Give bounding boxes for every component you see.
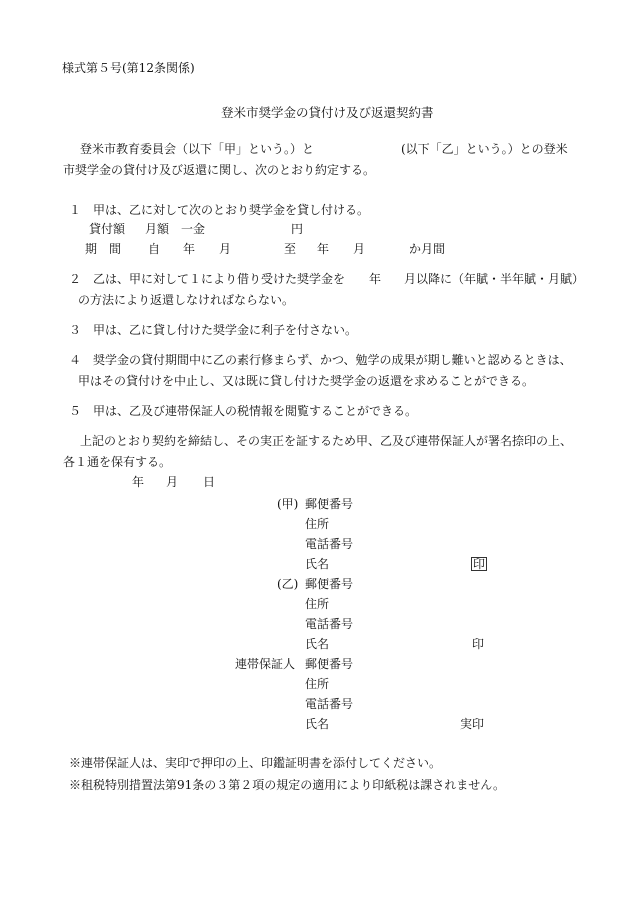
form-number: 様式第５号(第12条関係) — [62, 61, 195, 75]
clause2-line1-a: ２ 乙は、甲に対して１により借り受けた奨学金を — [69, 272, 346, 286]
party-kou-address: 住所 — [305, 517, 330, 531]
clause1-month1: 月 — [219, 242, 232, 256]
document-title: 登米市奨学金の貸付け及び返還契約書 — [221, 105, 434, 120]
guarantor-name: 氏名 — [305, 717, 330, 731]
clause1-year2: 年 — [317, 242, 330, 256]
note-seal-certificate: ※連帯保証人は、実印で押印の上、印鑑証明書を添付してください。 — [69, 756, 442, 770]
clause3-text: ３ 甲は、乙に貸し付けた奨学金に利子を付さない。 — [69, 323, 358, 337]
party-otsu-seal: 印 — [472, 637, 485, 651]
clause5-text: ５ 甲は、乙及び連帯保証人の税情報を閲覧することができる。 — [69, 404, 418, 418]
party-otsu-postal: 郵便番号 — [305, 577, 354, 591]
closing-line2: 各１通を保有する。 — [63, 455, 172, 469]
party-otsu-label: (乙) — [277, 577, 299, 591]
party-kou-seal: 印 — [473, 557, 486, 571]
guarantor-seal: 実印 — [460, 717, 485, 731]
clause1-monthly-label: 月額 — [145, 222, 170, 236]
date-day: 日 — [203, 475, 216, 489]
clause1-to-label: 至 — [284, 242, 297, 256]
party-kou-postal: 郵便番号 — [305, 497, 354, 511]
clause1-month2: 月 — [353, 242, 366, 256]
party-kou-phone: 電話番号 — [305, 537, 354, 551]
clause1-period-label: 期 間 — [85, 242, 122, 256]
clause1-months-label: か月間 — [409, 242, 446, 256]
date-year: 年 — [132, 475, 145, 489]
guarantor-label: 連帯保証人 — [235, 657, 296, 671]
clause1-text: １ 甲は、乙に対して次のとおり奨学金を貸し付ける。 — [69, 203, 370, 217]
clause1-amount-label: 貸付額 — [89, 222, 126, 236]
clause2-line1-c: 月以降に（年賦・半年賦・月賦） — [404, 272, 585, 286]
clause4-line2: 甲はその貸付けを中止し、又は既に貸し付けた奨学金の返還を求めることができる。 — [78, 374, 535, 388]
note-stamp-tax: ※租税特別措置法第91条の３第２項の規定の適用により印紙税は課されません。 — [69, 778, 505, 792]
intro-line1-left: 登米市教育委員会（以下「甲」という。）と — [80, 142, 315, 156]
guarantor-address: 住所 — [305, 677, 330, 691]
intro-line1-right: (以下「乙」という。）との登米 — [401, 142, 568, 156]
guarantor-postal: 郵便番号 — [305, 657, 354, 671]
guarantor-phone: 電話番号 — [305, 697, 354, 711]
party-kou-label: (甲) — [277, 497, 299, 511]
date-month: 月 — [166, 475, 179, 489]
party-otsu-phone: 電話番号 — [305, 617, 354, 631]
clause2-line2: の方法により返還しなければならない。 — [78, 293, 295, 307]
party-otsu-name: 氏名 — [305, 637, 330, 651]
closing-line1: 上記のとおり契約を締結し、その実正を証するため甲、乙及び連帯保証人が署名捺印の上、 — [80, 434, 573, 448]
clause1-yen-label: 円 — [291, 222, 304, 236]
party-kou-name: 氏名 — [305, 557, 330, 571]
intro-line2: 市奨学金の貸付け及び返還に関し、次のとおり約定する。 — [63, 163, 376, 177]
clause2-line1-year: 年 — [369, 272, 382, 286]
clause1-from-label: 自 — [148, 242, 161, 256]
clause1-year1: 年 — [183, 242, 196, 256]
party-otsu-address: 住所 — [305, 597, 330, 611]
clause4-line1: ４ 奨学金の貸付期間中に乙の素行修まらず、かつ、勉学の成果が期し難いと認めるときは、 — [69, 353, 572, 367]
clause1-kin-label: 一金 — [181, 222, 206, 236]
